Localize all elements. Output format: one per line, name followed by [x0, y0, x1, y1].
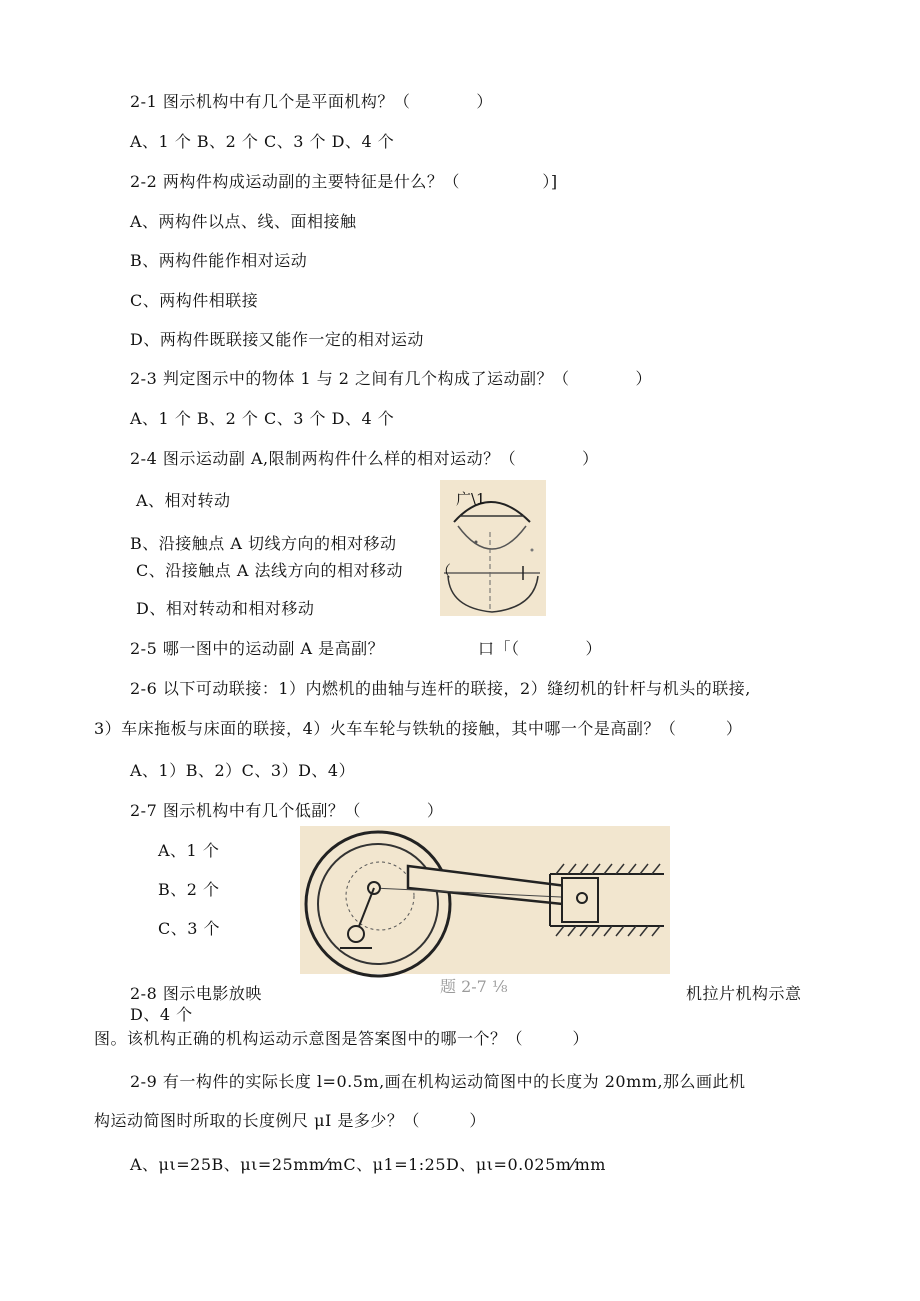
question-2-3-options: A、1 个 B、2 个 C、3 个 D、4 个: [130, 409, 395, 428]
question-2-9-line2: 构运动简图时所取的长度例尺 μI 是多少？（ ）: [94, 1111, 486, 1130]
marker-dot: [531, 549, 534, 552]
question-2-7-stem: 2-7 图示机构中有几个低副？（ ）: [130, 801, 444, 820]
question-2-9-options: A、μι=25B、μι=25mm⁄mC、μ1=1:25D、μι=0.025m⁄mm: [130, 1155, 606, 1174]
figure-2-7-drawing: [300, 826, 670, 974]
outer-wheel: [306, 832, 450, 976]
question-2-7-option-b: B、2 个: [158, 880, 220, 899]
question-2-1-options: A、1 个 B、2 个 C、3 个 D、4 个: [130, 132, 395, 151]
question-2-2-option-a: A、两构件以点、线、面相接触: [130, 212, 357, 231]
question-2-5-stem: 2-5 哪一图中的运动副 A 是高副？: [130, 639, 385, 658]
question-2-3-stem: 2-3 判定图示中的物体 1 与 2 之间有几个构成了运动副？（ ）: [130, 369, 653, 388]
question-2-5-trailing: 口「（ ）: [478, 639, 603, 658]
question-2-6-line1: 2-6 以下可动联接：1）内燃机的曲轴与连杆的联接，2）缝纫机的针杆与机头的联接,: [130, 679, 751, 698]
hatching-bottom: [556, 926, 660, 936]
lower-arc: [458, 526, 526, 549]
question-2-7-option-c: C、3 个: [158, 919, 221, 938]
crank-path: [346, 862, 414, 930]
question-2-7-option-d: D、4 个: [130, 1005, 193, 1024]
question-2-6-options: A、1）B、2）C、3）D、4）: [130, 761, 356, 780]
hatching-top: [556, 864, 660, 874]
question-2-1-stem: 2-1 图示机构中有几个是平面机构？（ ）: [130, 92, 493, 111]
question-2-2-option-b: B、两构件能作相对运动: [130, 251, 308, 270]
contact-point-a: [475, 541, 478, 544]
figure-2-7-caption: 题 2-7 ⅛: [440, 977, 508, 996]
question-2-4-option-d: D、相对转动和相对移动: [136, 599, 315, 618]
connecting-rod: [408, 866, 582, 906]
figure-2-4-label: 广\1: [456, 490, 486, 508]
figure-2-4: [436, 480, 546, 616]
question-2-8-part2: 机拉片机构示意: [686, 984, 802, 1003]
question-2-4-option-c: C、沿接触点 A 法线方向的相对移动: [136, 561, 403, 580]
question-2-4-stem: 2-4 图示运动副 A,限制两构件什么样的相对运动？（ ）: [130, 449, 599, 468]
bottom-arc: [448, 576, 538, 612]
question-2-2-option-d: D、两构件既联接又能作一定的相对运动: [130, 330, 424, 349]
slider-pin: [577, 893, 587, 903]
question-2-8-line2: 图。该机构正确的机构运动示意图是答案图中的哪一个？（ ）: [94, 1029, 590, 1048]
question-2-8-part1: 2-8 图示电影放映: [130, 984, 262, 1003]
question-2-4-option-a: A、相对转动: [136, 491, 231, 510]
question-2-2-option-c: C、两构件相联接: [130, 291, 259, 310]
pivot-joint: [348, 926, 364, 942]
question-2-4-option-b: B、沿接触点 A 切线方向的相对移动: [130, 534, 397, 553]
question-2-6-line2: 3）车床拖板与床面的联接，4）火车车轮与铁轨的接触，其中哪一个是高副？（ ）: [94, 719, 743, 738]
figure-2-7: [300, 826, 670, 974]
question-2-7-option-a: A、1 个: [158, 841, 220, 860]
question-2-2-stem: 2-2 两构件构成运动副的主要特征是什么？（ ）]: [130, 172, 558, 191]
figure-2-4-paren: （: [436, 562, 452, 580]
question-2-9-line1: 2-9 有一构件的实际长度 l=0.5m,画在机构运动简图中的长度为 20mm,那么画此机: [130, 1072, 746, 1091]
